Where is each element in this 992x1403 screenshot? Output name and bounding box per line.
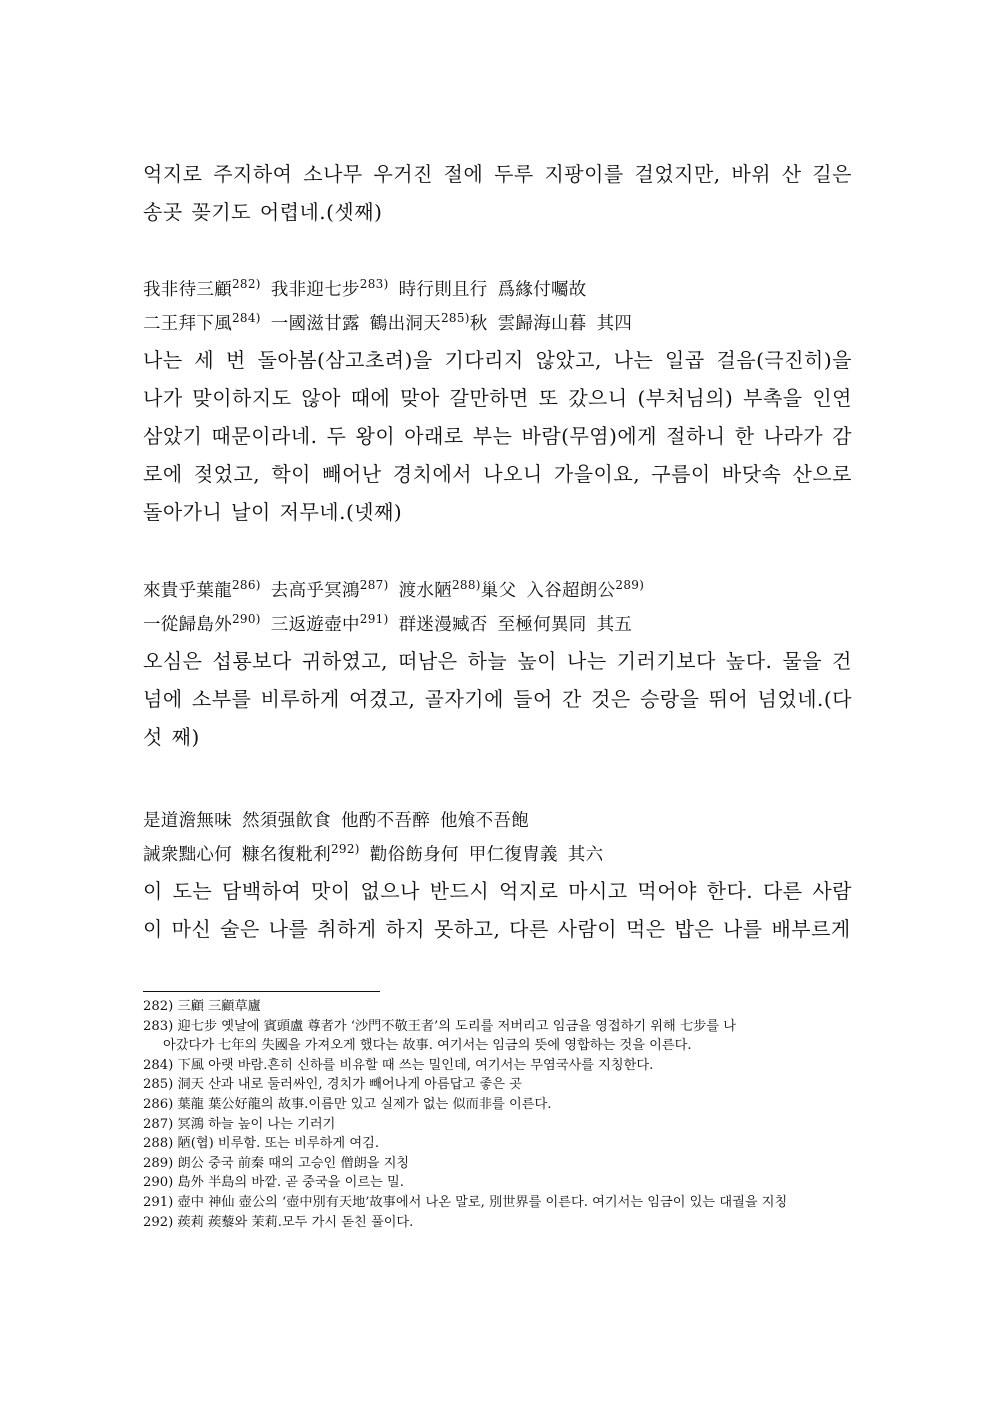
footnote-ref[interactable]: 287) — [359, 578, 389, 592]
footnote-ref[interactable]: 291) — [359, 612, 389, 626]
verse-line — [143, 273, 852, 307]
footnote-item: 282) 三顧 三顧草廬 — [143, 999, 261, 1014]
verse-phrase: 雲歸海山暮 — [497, 314, 587, 334]
verse-phrase: 二王拜下風$^{284)}$ — [143, 311, 261, 334]
verse-line — [143, 307, 852, 341]
verse-phrase: 鶴出洞天$^{285)}$秋 — [369, 311, 488, 334]
footnote-item: 291) 壺中 神仙 壺公의 ‘壺中別有天地’故事에서 나온 말로, 別世界를 이른다. 여기서는 임금이 있는 대궐을 지칭 — [143, 1194, 788, 1210]
verse-phrase: 他酌不吾醉 — [341, 811, 430, 831]
section-fourth — [143, 273, 852, 531]
verse-phrase: 然須强飮食 — [242, 811, 331, 831]
footnote-item: 284) 下風 아랫 바람.흔히 신하를 비유할 때 쓰는 밀인데, 여기서는 무염국사를 지칭한다. — [143, 1057, 654, 1073]
verse-phrase: 時行則且行 — [398, 280, 488, 300]
section-fifth — [143, 574, 852, 756]
verse-phrase: 誡衆黜心何 — [143, 845, 232, 865]
footnote-item: 286) 葉龍 葉公好龍의 故事.이름만 있고 실제가 없는 似而非를 이른다. — [143, 1096, 552, 1112]
footnote-ref[interactable]: 288) — [452, 578, 481, 592]
translation-third: 억지로 주지하여 소나무 우거진 절에 두루 지팡이를 걸었지만, 바위 산 길은 송곳 꽂기도 어렵네.(셋째) — [143, 162, 852, 224]
translation-sixth: 이 도는 담백하여 맛이 없으나 반드시 억지로 마시고 먹어야 한다. 다른 사람이 마신 술은 나를 취하게 하지 못하고, 다른 사람이 먹은 밥은 나를 배부르게 — [143, 879, 852, 941]
verse-phrase: 他飧不吾飽 — [440, 811, 529, 831]
verse-phrase: 三返遊壺中$^{291)}$ — [270, 612, 389, 635]
footnote-ref[interactable]: 292) — [331, 842, 360, 856]
footnote-item: 288) 陋(협) 비루함. 또는 비루하게 여김. — [143, 1136, 380, 1152]
verse-phrase: 甲仁復冑義 — [468, 845, 558, 865]
verse-line — [143, 608, 852, 642]
verse-phrase: 一從歸島外$^{290)}$ — [143, 612, 261, 635]
footnote-item: 283) 迎七步 옛날에 賓頭盧 尊者가 ‘沙門不敬王者’의 도리를 저버리고 임금을 영접하기 위해 七步를 나 아갔다가 七年의 失國을 가져오게 했다는 故事. 여기서는 임금의 뜻에 영합하는 것을 이른다. — [143, 1018, 736, 1054]
footnote-ref[interactable]: 282) — [232, 277, 261, 291]
section-third — [143, 155, 852, 231]
section-sixth — [143, 804, 852, 948]
footnote-ref[interactable]: 286) — [232, 578, 261, 592]
verse-line — [143, 804, 852, 838]
verse-line — [143, 574, 852, 608]
verse-phrase: 我非迎七步$^{283)}$ — [270, 277, 389, 300]
footnote-ref[interactable]: 290) — [232, 612, 261, 626]
footnote-item: 289) 朗公 중국 前秦 때의 고승인 僧朗을 지칭 — [143, 1155, 410, 1171]
verse-number: 其四 — [596, 314, 633, 334]
verse-number: 其五 — [596, 615, 633, 635]
footnote-divider — [143, 991, 380, 992]
footnote-ref[interactable]: 284) — [232, 311, 261, 325]
translation-fifth: 오심은 섭룡보다 귀하였고, 떠남은 하늘 높이 나는 기러기보다 높다. 물을 건넘에 소부를 비루하게 여겼고, 골자기에 들어 간 것은 승랑을 뛰어 넘었네.(다섯 째) — [143, 649, 852, 749]
verse-number: 其六 — [567, 845, 604, 865]
verse-phrase: 我非待三顧$^{282)}$ — [143, 277, 261, 300]
verse-phrase: 群迷漫臧否 — [398, 615, 488, 635]
footnote-item: 285) 洞天 산과 내로 둘러싸인, 경치가 빼어나게 아름답고 좋은 곳 — [143, 1077, 522, 1093]
footnote-item: 292) 蒺莉 蒺藜와 茉莉.모두 가시 돋친 풀이다. — [143, 1214, 414, 1230]
verse-line — [143, 838, 852, 872]
footnote-ref[interactable]: 285) — [441, 311, 470, 325]
verse-phrase: 勸俗飭身何 — [369, 845, 459, 865]
verse-phrase: 糠名復粃利$^{292)}$ — [242, 842, 360, 865]
footnote-ref[interactable]: 289) — [615, 578, 645, 592]
footnotes — [143, 997, 852, 1232]
footnote-item: 290) 島外 半島의 바깥. 곧 중국을 이르는 밀. — [143, 1175, 404, 1191]
footnote-ref[interactable]: 283) — [359, 277, 389, 291]
translation-fourth: 나는 세 번 돌아봄(삼고초려)을 기다리지 않았고, 나는 일곱 걸음(극진히)을 나가 맞이하지도 않아 때에 맞아 갈만하면 또 갔으니 (부처님의) 부촉을 인연 삼았기 때문이라네. 두 왕이 아래로 부는 바람(무염)에게 절하니 한 나라가 감로에 젖었고, 학이 빼어난 경치에서 나오니 가을이요, 구름이 바닷속 산으로 돌아가니 날이 저무네.(넷째) — [143, 348, 852, 524]
verse-phrase: 渡水陋$^{288)}$巢父 — [398, 578, 517, 601]
footnote-item: 287) 冥鴻 하늘 높이 나는 기러기 — [143, 1116, 336, 1132]
verse-phrase: 爲緣付囑故 — [497, 280, 587, 300]
verse-phrase: 至極何異同 — [497, 615, 587, 635]
verse-phrase: 入谷超朗公$^{289)}$ — [526, 578, 645, 601]
verse-phrase: 去高乎冥鴻$^{287)}$ — [270, 578, 389, 601]
verse-phrase: 是道澹無味 — [143, 811, 232, 831]
verse-phrase: 來貴乎葉龍$^{286)}$ — [143, 578, 261, 601]
verse-phrase: 一國滋甘露 — [270, 314, 360, 334]
